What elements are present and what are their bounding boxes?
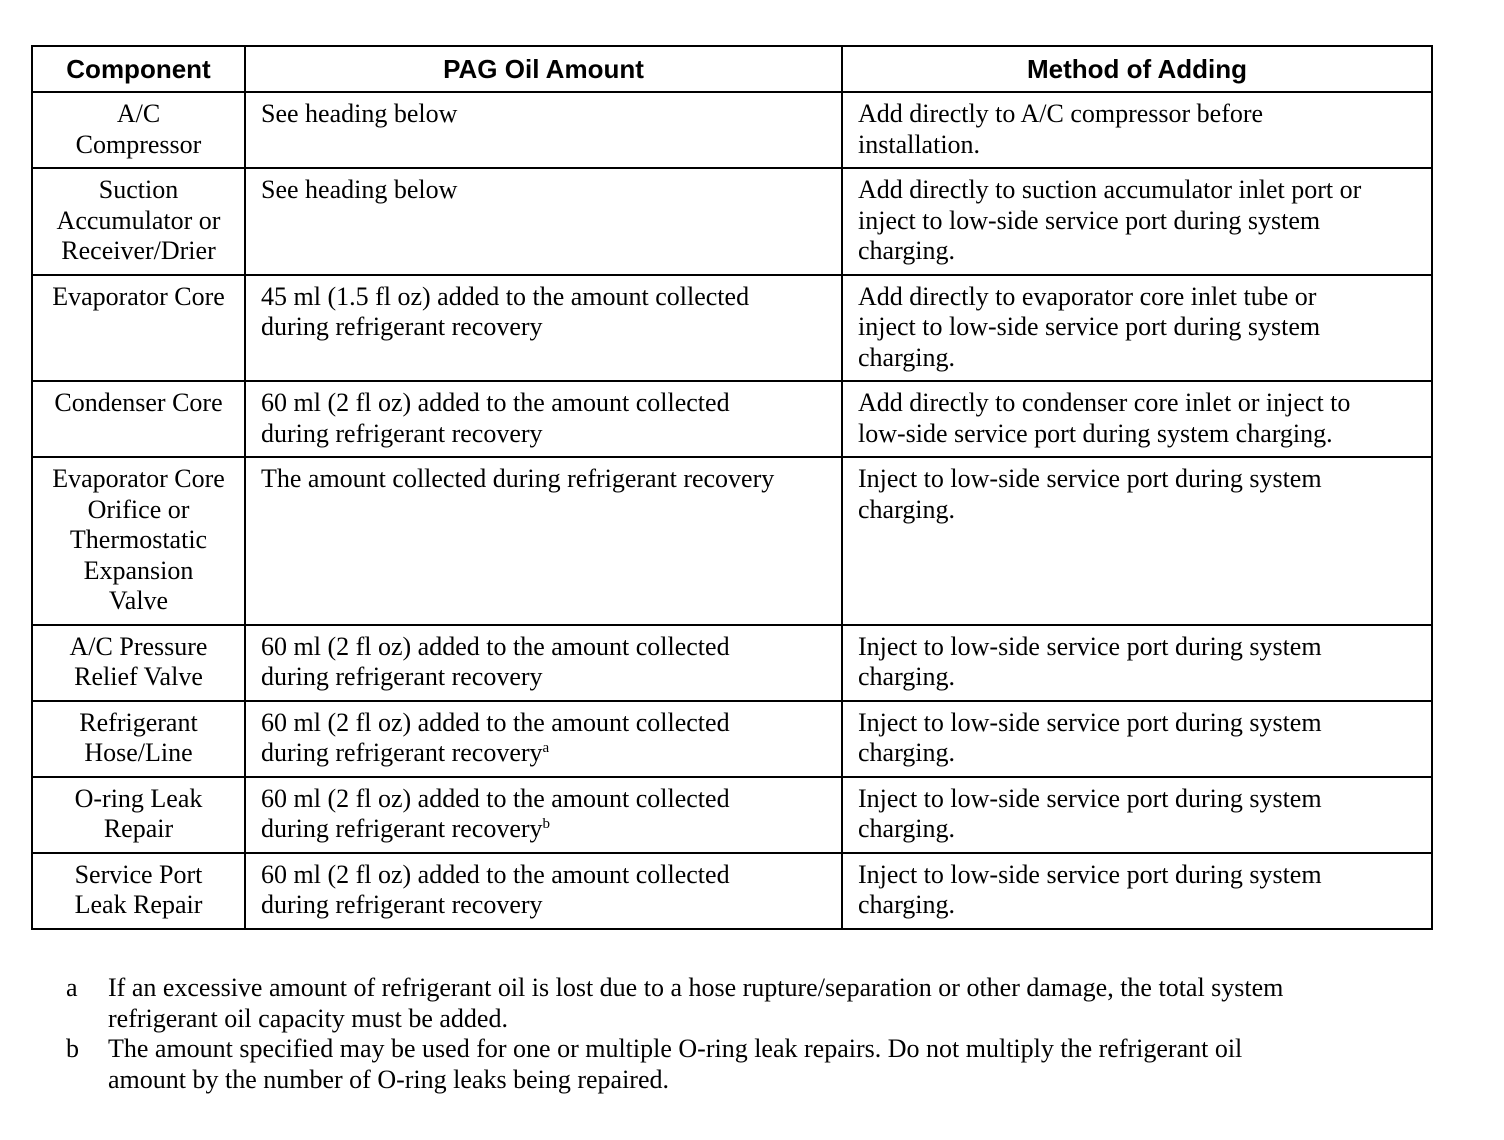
component-cell — [32, 92, 245, 168]
component-cell — [32, 381, 245, 457]
footnotes — [66, 973, 1426, 1095]
component-text-line: Evaporator Core — [52, 464, 225, 493]
amount-text-line: 60 ml (2 fl oz) added to the amount collected — [261, 707, 730, 737]
footnote-text-line: If an excessive amount of refrigerant oil is lost due to a hose rupture/separation or other damage, the total system — [108, 973, 1284, 1002]
component-text-line: Leak Repair — [74, 890, 203, 919]
table-row — [32, 92, 1432, 168]
component-text-line: Suction — [98, 175, 179, 204]
header-component: Component — [32, 46, 245, 92]
amount-text-line-with-footnote — [261, 814, 831, 845]
amount-cell — [245, 275, 842, 382]
method-text-line: Add directly to A/C compressor before — [858, 99, 1264, 128]
amount-text-line: 60 ml (2 fl oz) added to the amount collected — [261, 859, 730, 889]
footnote-item — [66, 1034, 1426, 1095]
method-cell — [842, 168, 1432, 275]
component-text-line: A/C — [116, 99, 161, 128]
amount-text-line: 45 ml (1.5 fl oz) added to the amount collected — [261, 281, 750, 311]
amount-text-line: during refrigerant recovery — [261, 312, 543, 341]
method-text-line: charging. — [858, 662, 955, 691]
table-row — [32, 853, 1432, 929]
component-text-line: Refrigerant — [79, 707, 198, 737]
method-text-line: charging. — [858, 236, 955, 265]
footnote-text — [108, 973, 1283, 1034]
footnote-text-line: The amount specified may be used for one or multiple O-ring leak repairs. Do not multiply the refrigerant oil — [108, 1034, 1243, 1063]
component-text-line: Expansion — [83, 555, 194, 585]
component-cell — [32, 457, 245, 625]
footnote-reference: a — [542, 740, 550, 756]
component-text-line: O-ring Leak — [74, 783, 203, 813]
amount-text-line: 60 ml (2 fl oz) added to the amount collected — [261, 388, 730, 417]
component-text-line: Accumulator or — [56, 205, 221, 235]
table-row — [32, 381, 1432, 457]
table-row — [32, 701, 1432, 777]
amount-cell — [245, 625, 842, 701]
amount-cell — [245, 777, 842, 853]
table-row — [32, 777, 1432, 853]
method-text-line: Inject to low-side service port during system — [858, 631, 1322, 661]
table-row — [32, 625, 1432, 701]
method-text-line: inject to low-side service port during system — [858, 205, 1321, 235]
method-text-line: charging. — [858, 342, 955, 372]
method-text-line: charging. — [858, 738, 955, 767]
amount-text-line: The amount collected during refrigerant recovery — [261, 464, 775, 493]
pag-oil-table-container — [31, 45, 1431, 930]
method-text-line: Inject to low-side service port during system — [858, 859, 1322, 889]
method-text-line: Add directly to condenser core inlet or inject to — [858, 388, 1351, 417]
amount-text-line: See heading below — [261, 99, 458, 128]
component-text-line: Condenser Core — [54, 388, 223, 417]
footnote-mark: a — [66, 973, 78, 1002]
component-text-line: Relief Valve — [74, 662, 203, 691]
header-method-of-adding: Method of Adding — [842, 46, 1432, 92]
method-cell — [842, 853, 1432, 929]
method-text-line: Add directly to evaporator core inlet tube or — [858, 281, 1317, 311]
amount-text-line: 60 ml (2 fl oz) added to the amount collected — [261, 783, 730, 813]
component-text-line: A/C Pressure — [69, 631, 208, 661]
component-cell — [32, 625, 245, 701]
amount-cell — [245, 92, 842, 168]
method-text-line: inject to low-side service port during system — [858, 312, 1321, 341]
component-text-line: Compressor — [75, 129, 202, 159]
amount-cell — [245, 457, 842, 625]
component-cell — [32, 777, 245, 853]
method-text-line: Inject to low-side service port during system — [858, 464, 1322, 493]
amount-text-line: 60 ml (2 fl oz) added to the amount collected — [261, 631, 730, 661]
method-cell — [842, 92, 1432, 168]
component-text-line: Valve — [108, 586, 169, 615]
method-cell — [842, 625, 1432, 701]
amount-text-line: during refrigerant recovery — [261, 738, 543, 767]
amount-cell — [245, 168, 842, 275]
amount-text-line: during refrigerant recovery — [261, 418, 543, 448]
header-pag-oil-amount: PAG Oil Amount — [245, 46, 842, 92]
method-text-line: Add directly to suction accumulator inlet port or — [858, 175, 1362, 204]
method-text-line: charging. — [858, 890, 955, 919]
table-body — [32, 92, 1432, 929]
method-cell — [842, 777, 1432, 853]
footnote-text — [108, 1034, 1242, 1095]
method-text-line: low-side service port during system charging. — [858, 418, 1333, 448]
component-text-line: Service Port — [74, 859, 203, 889]
method-text-line: Inject to low-side service port during system — [858, 707, 1322, 737]
component-cell — [32, 853, 245, 929]
footnote-text-line: refrigerant oil capacity must be added. — [108, 1003, 508, 1033]
method-cell — [842, 381, 1432, 457]
method-cell — [842, 701, 1432, 777]
component-text-line: Repair — [103, 814, 174, 843]
method-text-line: Inject to low-side service port during system — [858, 783, 1322, 813]
amount-text-line: during refrigerant recovery — [261, 662, 543, 691]
amount-text-line: See heading below — [261, 175, 458, 204]
footnote-reference: b — [542, 816, 551, 832]
table-row — [32, 275, 1432, 382]
amount-cell — [245, 853, 842, 929]
method-text-line: installation. — [858, 129, 981, 159]
amount-cell — [245, 701, 842, 777]
amount-text-line: during refrigerant recovery — [261, 814, 543, 843]
component-text-line: Orifice or — [87, 494, 190, 524]
amount-text-line: during refrigerant recovery — [261, 890, 543, 919]
component-cell — [32, 701, 245, 777]
table-header-row — [32, 46, 1432, 92]
component-text-line: Thermostatic — [69, 525, 208, 554]
table-row — [32, 168, 1432, 275]
method-cell — [842, 275, 1432, 382]
footnote-text-line: amount by the number of O-ring leaks being repaired. — [108, 1064, 669, 1094]
component-cell — [32, 168, 245, 275]
method-text-line: charging. — [858, 814, 955, 843]
method-cell — [842, 457, 1432, 625]
amount-cell — [245, 381, 842, 457]
footnote-item — [66, 973, 1426, 1034]
pag-oil-table — [31, 45, 1433, 930]
component-text-line: Hose/Line — [84, 738, 193, 767]
table-row — [32, 457, 1432, 625]
component-text-line: Receiver/Drier — [61, 236, 216, 265]
component-text-line: Evaporator Core — [52, 281, 225, 311]
footnote-mark: b — [66, 1034, 79, 1063]
method-text-line: charging. — [858, 494, 955, 524]
component-cell — [32, 275, 245, 382]
amount-text-line-with-footnote — [261, 738, 831, 769]
